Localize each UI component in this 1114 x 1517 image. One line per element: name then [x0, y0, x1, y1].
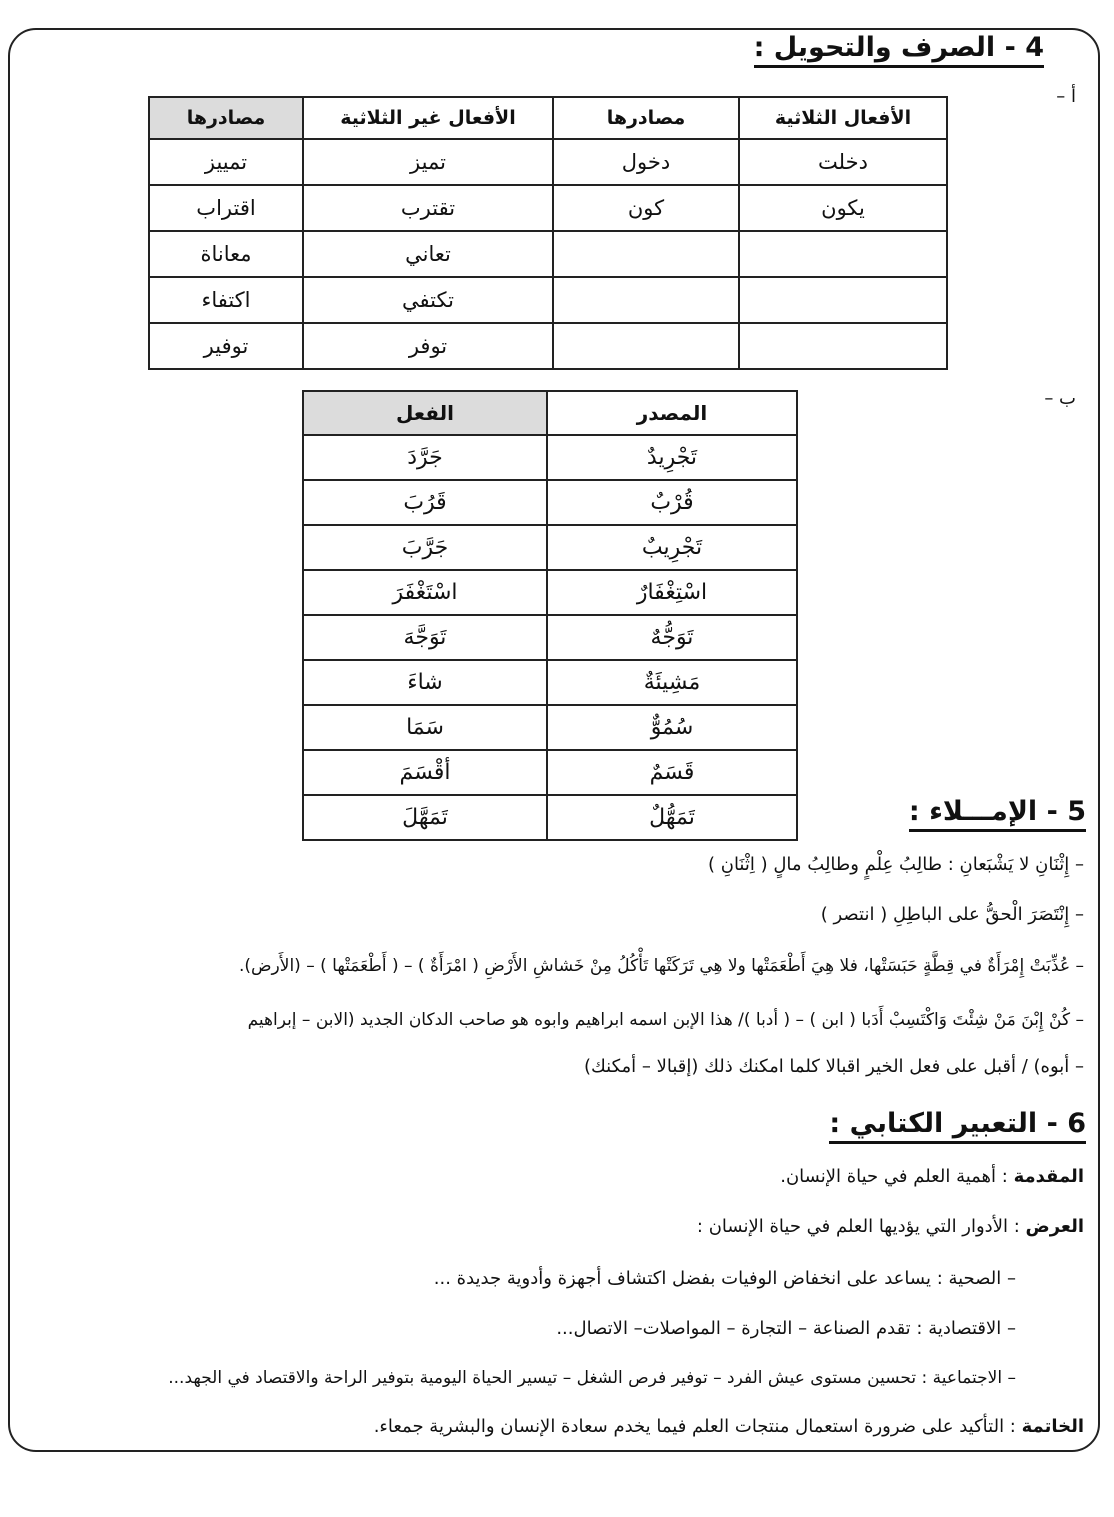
table-cell: شاءَ — [303, 660, 547, 705]
table-row — [303, 570, 797, 615]
table-row — [149, 231, 947, 277]
table-cell: جَرَّدَ — [303, 435, 547, 480]
table-cell — [553, 231, 739, 277]
table-b-header: المصدر — [547, 391, 797, 435]
table-cell: تَوَجُّهٌ — [547, 615, 797, 660]
table-cell: تَجْرِيدٌ — [547, 435, 797, 480]
table-cell: كون — [553, 185, 739, 231]
table-a-header: الأفعال غير الثلاثية — [303, 97, 553, 139]
table-cell — [739, 277, 947, 323]
table-cell: تميز — [303, 139, 553, 185]
intro-text: : أهمية العلم في حياة الإنسان. — [780, 1166, 1008, 1187]
body-label: العرض — [1025, 1216, 1084, 1237]
table-cell: اقتراب — [149, 185, 303, 231]
table-cell: قَرُبَ — [303, 480, 547, 525]
intro-label: المقدمة — [1013, 1166, 1084, 1187]
table-a-header-row — [149, 97, 947, 139]
table-row — [303, 795, 797, 840]
dictation-line: – إِثْنَانِ لا يَشْبَعانِ : طالِبُ عِلْمٍ وطالِبُ مالٍ ( اِثْنَانِ ) — [707, 854, 1084, 875]
table-row — [303, 480, 797, 525]
table-a-header: الأفعال الثلاثية — [739, 97, 947, 139]
table-row — [149, 277, 947, 323]
table-cell — [553, 277, 739, 323]
part-b-label: ب – — [1044, 388, 1076, 409]
table-cell — [739, 323, 947, 369]
section6-title: 6 - التعبير الكتابي : — [829, 1108, 1086, 1139]
table-cell — [739, 231, 947, 277]
table-cell: اسْتَغْفَرَ — [303, 570, 547, 615]
conclusion-line — [374, 1416, 1084, 1437]
table-cell: تَوَجَّهَ — [303, 615, 547, 660]
conclusion-text: : التأكيد على ضرورة استعمال منتجات العلم فيما يخدم سعادة الإنسان والبشرية جمعاء. — [373, 1416, 1016, 1437]
table-cell: توفير — [149, 323, 303, 369]
table-a-header: مصادرها — [149, 97, 303, 139]
body-point: – الاقتصادية : تقدم الصناعة – التجارة – المواصلات– الاتصال... — [556, 1318, 1016, 1339]
conclusion-label: الخاتمة — [1021, 1416, 1084, 1437]
table-row — [149, 185, 947, 231]
table-row — [303, 705, 797, 750]
body-point: – الصحية : يساعد على انخفاض الوفيات بفضل اكتشاف أجهزة وأدوية جديدة ... — [433, 1268, 1016, 1289]
table-cell: تَجْرِيبٌ — [547, 525, 797, 570]
table-cell: سَمَا — [303, 705, 547, 750]
table-b-header-row — [303, 391, 797, 435]
table-row — [149, 323, 947, 369]
body-line — [697, 1216, 1084, 1237]
dictation-line: – كُنْ إِبْنَ مَنْ شِئْتَ وَاكْتَسِبْ أَدَبا ( ابن ) – ( أدبا )/ هذا الإبن اسمه ابراهيم وابوه هو صاحب الدكان الجديد (الابن – إبراهيم — [247, 1010, 1084, 1030]
table-row — [303, 750, 797, 795]
part-a-label: أ – — [1056, 86, 1076, 107]
intro-line — [780, 1166, 1084, 1187]
table-b — [302, 390, 798, 841]
body-text: : الأدوار التي يؤديها العلم في حياة الإنسان : — [696, 1216, 1020, 1237]
table-row — [303, 615, 797, 660]
table-cell: جَرَّبَ — [303, 525, 547, 570]
table-cell: قَسَمٌ — [547, 750, 797, 795]
table-cell: تقترب — [303, 185, 553, 231]
dictation-line: – عُذِّبَتْ إِمْرَأَةٌ في قِطَّةٍ حَبَسَتْها، فلا هِيَ أَطْعَمَتْها ولا هِي تَرَكَتْها تَأْكُلُ مِنْ خَشاشِ الأَرْضِ ( امْرَأَةٌ ) – ( أَطْعَمَتْها ) – (الأَرض). — [238, 956, 1084, 976]
table-cell: يكون — [739, 185, 947, 231]
table-row — [303, 660, 797, 705]
section4-title: 4 - الصرف والتحويل : — [754, 32, 1044, 63]
table-cell: قُرْبٌ — [547, 480, 797, 525]
table-cell: تعاني — [303, 231, 553, 277]
table-cell: تكتفي — [303, 277, 553, 323]
table-cell: تَمَهَّلَ — [303, 795, 547, 840]
table-cell: مَشِيئَةٌ — [547, 660, 797, 705]
table-cell: سُمُوٌّ — [547, 705, 797, 750]
section5-title: 5 - الإمـــلاء : — [909, 796, 1086, 827]
table-cell: دخلت — [739, 139, 947, 185]
body-point: – الاجتماعية : تحسين مستوى عيش الفرد – توفير فرص الشغل – تيسير الحياة اليومية بتوفير الراحة والاقتصاد في الجهد... — [168, 1368, 1016, 1388]
table-cell: تمييز — [149, 139, 303, 185]
table-cell: اسْتِغْفَارٌ — [547, 570, 797, 615]
dictation-line: – إِنْتَصَرَ الْحقُّ على الباطِلِ ( انتصر ) — [820, 904, 1084, 925]
table-a-header: مصادرها — [553, 97, 739, 139]
table-cell: توفر — [303, 323, 553, 369]
table-cell — [553, 323, 739, 369]
table-row — [149, 139, 947, 185]
table-cell: معاناة — [149, 231, 303, 277]
table-cell: اكتفاء — [149, 277, 303, 323]
dictation-line: – أبوه) / أقبل على فعل الخير اقبالا كلما امكنك ذلك (إقبالا – أمكنك) — [583, 1056, 1084, 1077]
table-row — [303, 525, 797, 570]
table-cell: تَمَهُّلٌ — [547, 795, 797, 840]
table-b-header: الفعل — [303, 391, 547, 435]
table-cell: دخول — [553, 139, 739, 185]
table-row — [303, 435, 797, 480]
table-a — [148, 96, 948, 370]
table-cell: أقْسَمَ — [303, 750, 547, 795]
